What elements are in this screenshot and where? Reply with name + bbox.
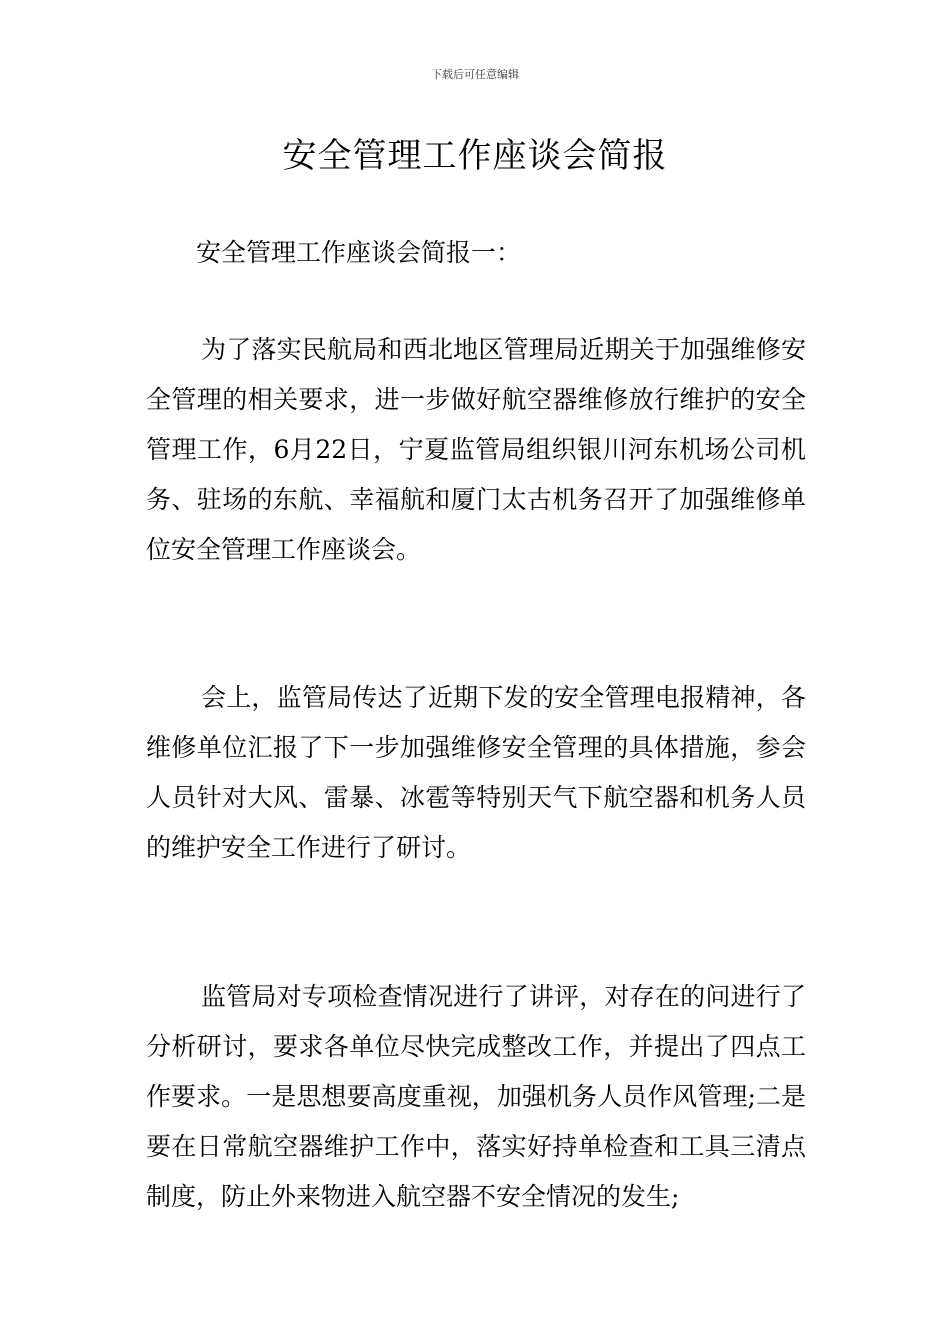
paragraph-3: 监管局对专项检查情况进行了讲评，对存在的问进行了分析研讨，要求各单位尽快完成整改工作，并提出了四点工作要求。一是思想要高度重视，加强机务人员作风管理;二是要在日常航空器维护工作中，落实好持单检查和工具三清点制度，防止外来物进入航空器不安全情况的发生; (146, 982, 806, 1211)
header-note: 下载后可任意编辑 (431, 68, 519, 81)
paragraph-1: 为了落实民航局和西北地区管理局近期关于加强维修安全管理的相关要求，进一步做好航空器维修放行维护的安全管理工作，6月22日，宁夏监管局组织银川河东机场公司机务、驻场的东航、幸福航和厦门太古机务召开了加强维修单位安全管理工作座谈会。 (146, 335, 806, 564)
document-title: 安全管理工作座谈会简报 (282, 136, 668, 176)
section-heading: 安全管理工作座谈会简报一： (196, 238, 522, 267)
paragraph-2: 会上，监管局传达了近期下发的安全管理电报精神，各维修单位汇报了下一步加强维修安全管理的具体措施，参会人员针对大风、雷暴、冰雹等特别天气下航空器和机务人员的维护安全工作进行了研讨。 (146, 683, 806, 862)
